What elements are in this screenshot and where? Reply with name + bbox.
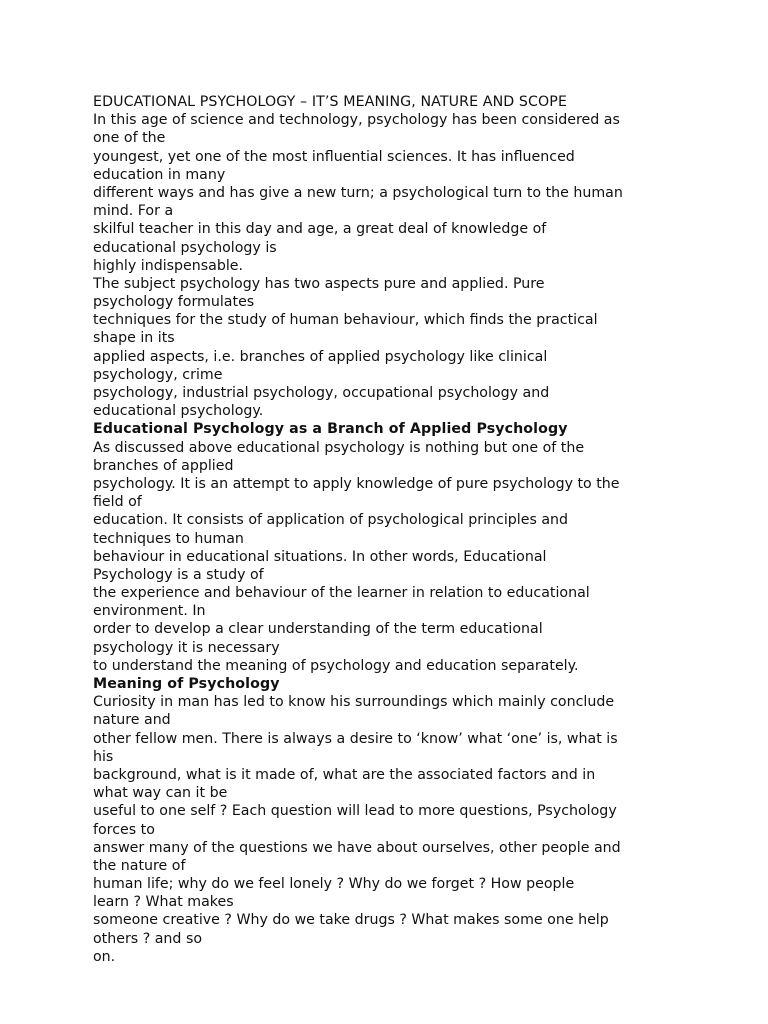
text-line: psychology, industrial psychology, occupational psychology and (93, 385, 550, 401)
text-line: youngest, yet one of the most influential sciences. It has influenced (93, 148, 575, 165)
text-line: field of (93, 494, 142, 511)
text-line: As discussed above educational psychology is nothing but one of the (93, 439, 585, 456)
text-line: order to develop a clear understanding of the term educational (93, 621, 543, 638)
text-line: answer many of the questions we have about ourselves, other people and (93, 839, 621, 856)
section-heading-meaning: Meaning of Psychology (93, 676, 280, 692)
intro-paragraph (93, 111, 693, 420)
text-line: applied aspects, i.e. branches of applied psychology like clinical (93, 348, 548, 365)
text-line: the experience and behaviour of the learner in relation to educational (93, 585, 590, 602)
text-line: different ways and has give a new turn; a psychological turn to the human (93, 184, 623, 201)
text-line: nature and (93, 712, 171, 729)
text-line: skilful teacher in this day and age, a great deal of knowledge of (93, 221, 547, 238)
text-line: In this age of science and technology, psychology has been considered as (93, 112, 620, 129)
text-line: others ? and so (93, 930, 203, 947)
applied-psychology-paragraph (93, 439, 693, 675)
text-line: human life; why do we feel lonely ? Why do we forget ? How people (93, 876, 575, 893)
section-heading-applied: Educational Psychology as a Branch of Applied Psychology (93, 421, 568, 438)
text-line: education. It consists of application of psychological principles and (93, 512, 569, 529)
text-line: one of the (93, 130, 166, 147)
text-line: on. (93, 948, 116, 965)
text-line: useful to one self ? Each question will lead to more questions, Psychology (93, 803, 617, 820)
text-line: his (93, 748, 114, 765)
text-line: educational psychology. (93, 403, 264, 420)
document-title: EDUCATIONAL PSYCHOLOGY – IT’S MEANING, NATURE AND SCOPE (93, 94, 568, 110)
text-line: highly indispensable. (93, 257, 244, 274)
text-line: what way can it be (93, 785, 228, 802)
text-line: the nature of (93, 857, 186, 874)
document-body (93, 93, 693, 966)
text-line: someone creative ? Why do we take drugs ? What makes some one help (93, 912, 609, 929)
meaning-of-psychology-paragraph (93, 693, 693, 966)
text-line: shape in its (93, 330, 175, 347)
text-line: psychology. It is an attempt to apply knowledge of pure psychology to the (93, 475, 620, 492)
text-line: forces to (93, 821, 155, 838)
text-line: to understand the meaning of psychology and education separately. (93, 657, 579, 674)
text-line: educational psychology is (93, 239, 277, 256)
text-line: mind. For a (93, 203, 174, 220)
text-line: techniques to human (93, 530, 244, 547)
text-line: learn ? What makes (93, 894, 234, 911)
text-line: environment. In (93, 603, 206, 620)
text-line: education in many (93, 166, 226, 183)
text-line: The subject psychology has two aspects pure and applied. Pure (93, 275, 545, 292)
text-line: branches of applied (93, 457, 234, 474)
text-line: other fellow men. There is always a desire to ‘know’ what ‘one’ is, what is (93, 730, 618, 747)
text-line: psychology formulates (93, 294, 255, 311)
text-line: behaviour in educational situations. In other words, Educational (93, 548, 547, 565)
text-line: Psychology is a study of (93, 566, 264, 583)
text-line: techniques for the study of human behaviour, which finds the practical (93, 312, 598, 329)
text-line: Curiosity in man has led to know his surroundings which mainly conclude (93, 694, 615, 711)
text-line: psychology, crime (93, 366, 223, 383)
text-line: psychology it is necessary (93, 639, 280, 656)
text-line: background, what is it made of, what are the associated factors and in (93, 766, 596, 783)
